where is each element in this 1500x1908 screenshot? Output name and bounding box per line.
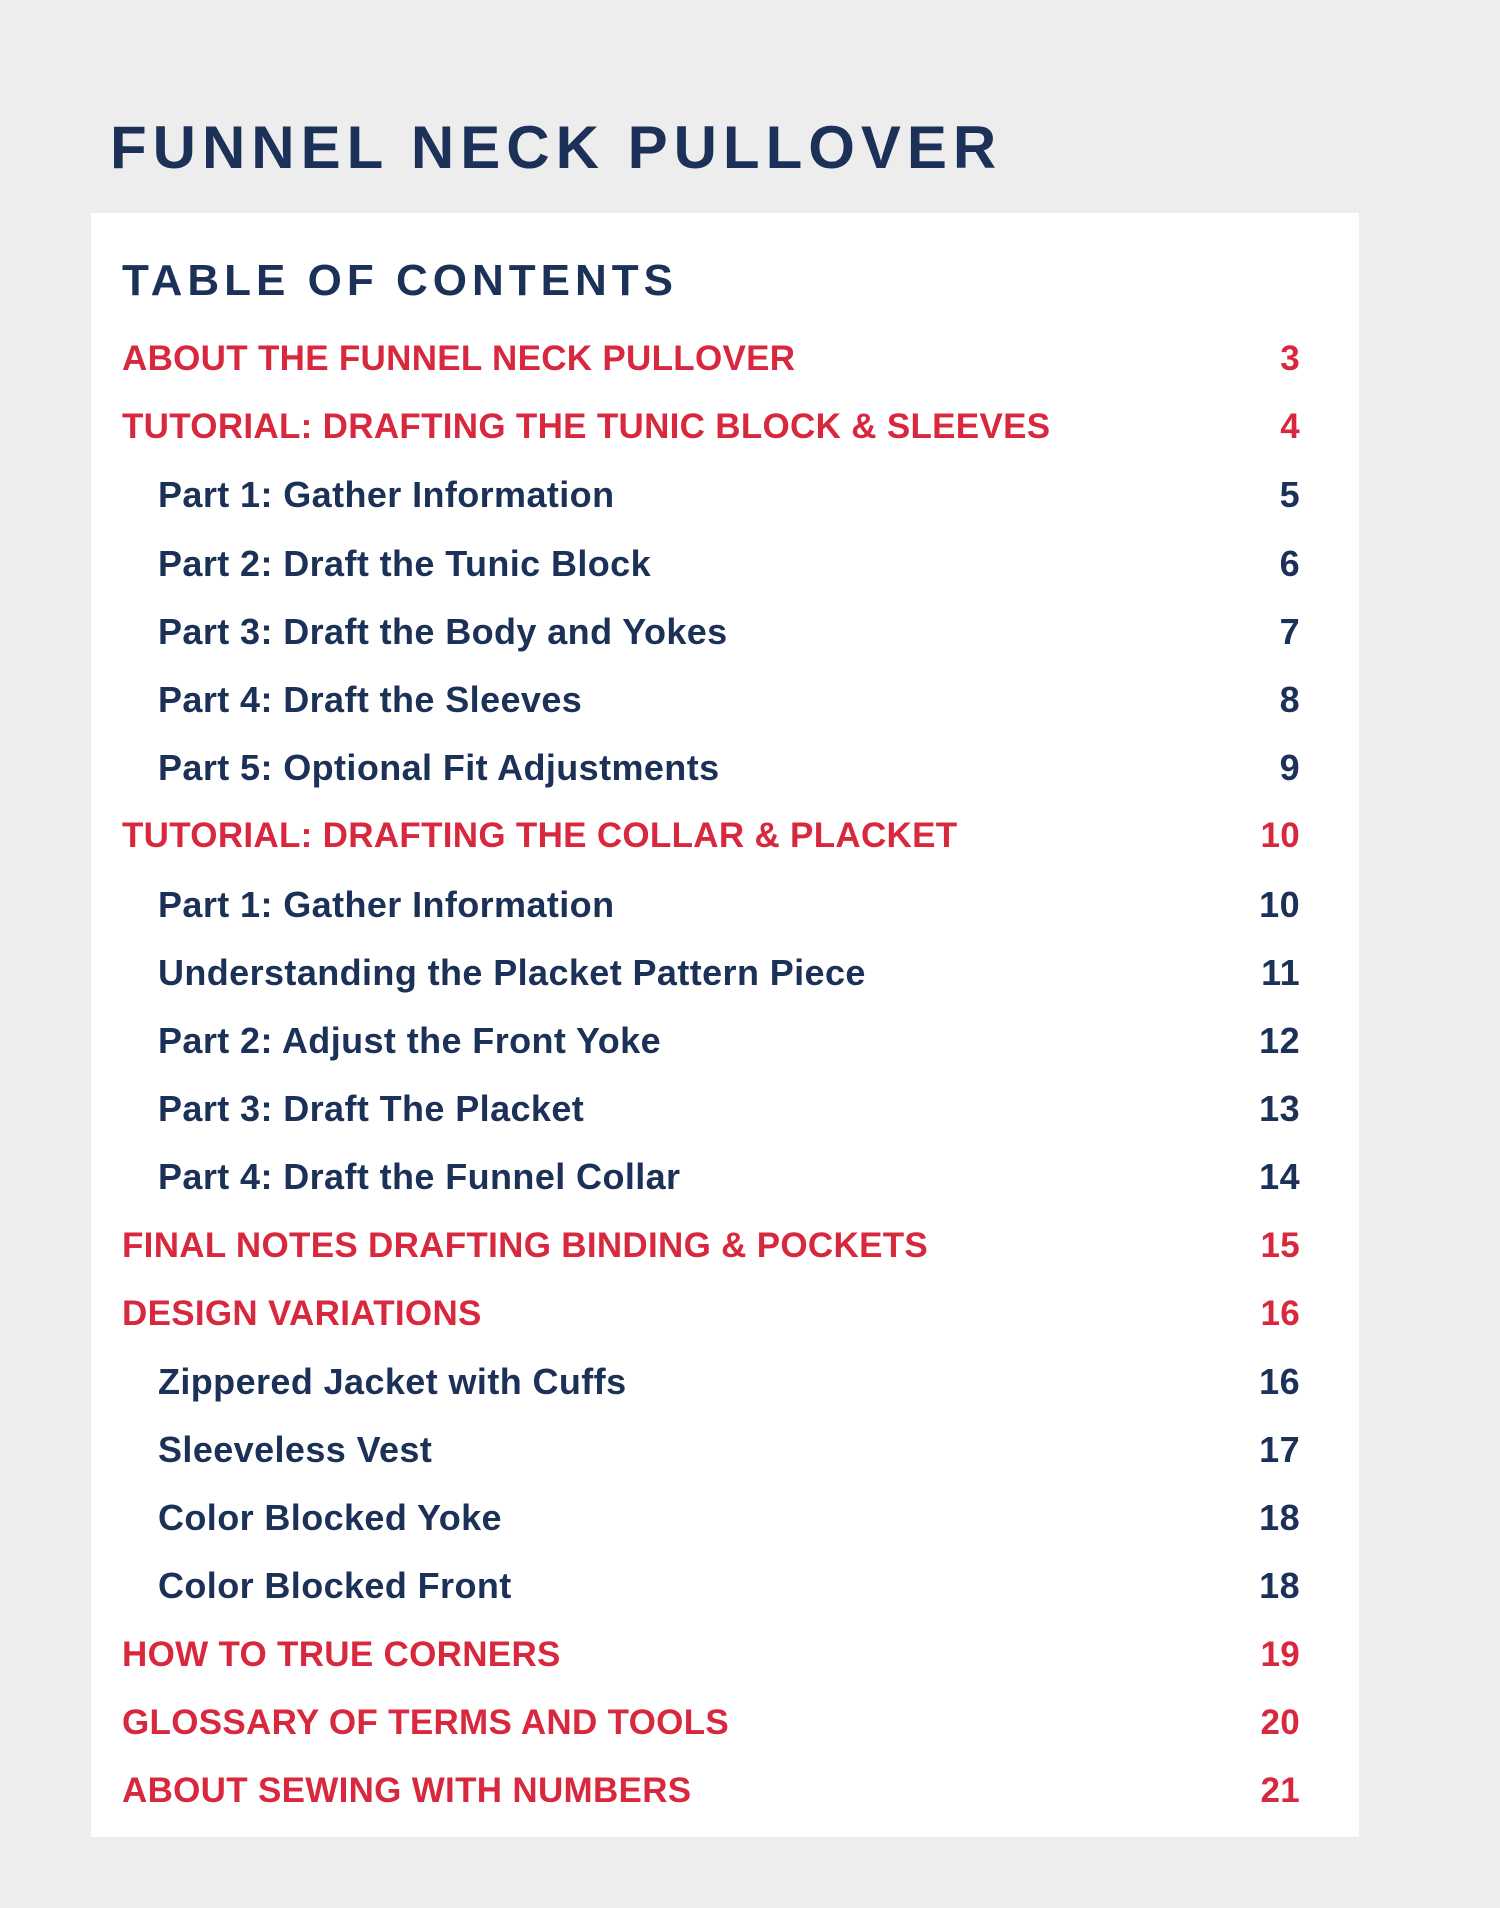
toc-entry-label: Part 4: Draft the Funnel Collar — [158, 1156, 681, 1198]
toc-entry-sleeveless-vest[interactable] — [122, 1416, 1302, 1484]
toc-entry-label: ABOUT THE FUNNEL NECK PULLOVER — [122, 339, 796, 379]
document-title: FUNNEL NECK PULLOVER — [110, 114, 1003, 181]
toc-entry-draft-body-yokes[interactable] — [122, 598, 1302, 666]
toc-entry-true-corners[interactable] — [122, 1621, 1302, 1689]
toc-entry-page: 5 — [1279, 474, 1300, 516]
toc-entry-optional-fit-adjustments[interactable] — [122, 734, 1302, 802]
toc-entry-about-sewing-with-numbers[interactable] — [122, 1757, 1302, 1825]
toc-entry-final-notes[interactable] — [122, 1211, 1302, 1279]
toc-entry-label: FINAL NOTES DRAFTING BINDING & POCKETS — [122, 1225, 929, 1265]
toc-entry-page: 7 — [1279, 610, 1300, 652]
toc-entry-page: 6 — [1279, 542, 1300, 584]
toc-entry-label: Part 2: Adjust the Front Yoke — [158, 1019, 661, 1061]
toc-list — [122, 325, 1302, 1825]
toc-entry-label: ABOUT SEWING WITH NUMBERS — [122, 1771, 692, 1811]
toc-entry-design-variations[interactable] — [122, 1280, 1302, 1348]
toc-entry-label: Part 1: Gather Information — [158, 883, 615, 925]
toc-entry-page: 14 — [1259, 1156, 1300, 1198]
toc-entry-label: TUTORIAL: DRAFTING THE COLLAR & PLACKET — [122, 816, 958, 856]
toc-entry-page: 16 — [1259, 1360, 1300, 1402]
toc-entry-page: 13 — [1259, 1088, 1300, 1130]
toc-entry-glossary[interactable] — [122, 1689, 1302, 1757]
toc-entry-label: Color Blocked Front — [158, 1565, 512, 1607]
toc-entry-page: 12 — [1259, 1019, 1300, 1061]
toc-entry-draft-sleeves[interactable] — [122, 666, 1302, 734]
toc-entry-label: Part 3: Draft The Placket — [158, 1088, 585, 1130]
toc-entry-page: 20 — [1260, 1702, 1300, 1742]
toc-entry-page: 8 — [1279, 679, 1300, 721]
toc-entry-understanding-placket[interactable] — [122, 939, 1302, 1007]
toc-entry-page: 4 — [1280, 407, 1300, 447]
toc-entry-tutorial-collar-placket[interactable] — [122, 802, 1302, 870]
toc-entry-label: Part 2: Draft the Tunic Block — [158, 542, 652, 584]
toc-entry-label: Part 5: Optional Fit Adjustments — [158, 747, 720, 789]
toc-entry-adjust-front-yoke[interactable] — [122, 1007, 1302, 1075]
toc-entry-page: 18 — [1259, 1497, 1300, 1539]
toc-heading: TABLE OF CONTENTS — [122, 256, 678, 305]
toc-entry-label: Part 1: Gather Information — [158, 474, 615, 516]
toc-entry-label: Understanding the Placket Pattern Piece — [158, 951, 866, 993]
toc-entry-page: 16 — [1260, 1293, 1300, 1333]
toc-entry-page: 19 — [1260, 1634, 1300, 1674]
toc-entry-page: 18 — [1259, 1565, 1300, 1607]
toc-entry-color-blocked-front[interactable] — [122, 1552, 1302, 1620]
toc-entry-page: 17 — [1259, 1429, 1300, 1471]
toc-entry-label: HOW TO TRUE CORNERS — [122, 1634, 561, 1674]
toc-entry-page: 11 — [1261, 951, 1300, 993]
toc-entry-page: 10 — [1259, 883, 1300, 925]
toc-entry-draft-tunic-block[interactable] — [122, 530, 1302, 598]
toc-entry-draft-placket[interactable] — [122, 1075, 1302, 1143]
toc-entry-page: 21 — [1260, 1771, 1300, 1811]
toc-entry-page: 15 — [1260, 1225, 1300, 1265]
toc-entry-color-blocked-yoke[interactable] — [122, 1484, 1302, 1552]
toc-entry-label: DESIGN VARIATIONS — [122, 1293, 482, 1333]
toc-entry-page: 10 — [1260, 816, 1300, 856]
toc-entry-page: 3 — [1280, 339, 1300, 379]
toc-entry-label: Color Blocked Yoke — [158, 1497, 502, 1539]
toc-entry-about-funnel-neck-pullover[interactable] — [122, 325, 1302, 393]
toc-entry-draft-funnel-collar[interactable] — [122, 1143, 1302, 1211]
toc-entry-tutorial-tunic-block-sleeves[interactable] — [122, 393, 1302, 461]
toc-entry-label: Part 3: Draft the Body and Yokes — [158, 610, 728, 652]
toc-entry-label: Part 4: Draft the Sleeves — [158, 679, 583, 721]
toc-entry-label: GLOSSARY OF TERMS AND TOOLS — [122, 1702, 730, 1742]
toc-entry-label: Zippered Jacket with Cuffs — [158, 1360, 627, 1402]
toc-entry-collar-gather-information[interactable] — [122, 871, 1302, 939]
toc-entry-page: 9 — [1279, 747, 1300, 789]
toc-entry-label: TUTORIAL: DRAFTING THE TUNIC BLOCK & SLEEVES — [122, 407, 1051, 447]
toc-entry-zippered-jacket[interactable] — [122, 1348, 1302, 1416]
toc-panel — [91, 213, 1359, 1837]
toc-entry-gather-information[interactable] — [122, 461, 1302, 529]
toc-entry-label: Sleeveless Vest — [158, 1429, 433, 1471]
